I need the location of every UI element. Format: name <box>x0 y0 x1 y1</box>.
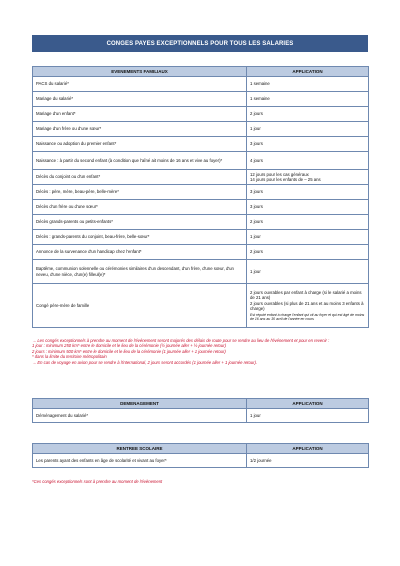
event-cell: Décès d'un frère ou d'une sœur* <box>33 200 247 215</box>
table-row <box>33 284 369 328</box>
application-cell: 12 jours pour les cas généraux 14 jours pour les enfants de – 25 ans <box>247 170 369 185</box>
table-row <box>33 215 369 230</box>
event-cell: Naissance ou adoption du premier enfant* <box>33 137 247 152</box>
application-cell: 4 jours <box>247 152 369 170</box>
application-cell: 1 jour <box>247 409 369 423</box>
event-cell: Décès : grands-parents du conjoint, beau-frère, belle-sœur* <box>33 230 247 245</box>
event-cell: Les parents ayant des enfants en âge de scolarité et vivant au foyer* <box>33 454 247 468</box>
application-cell: 1 semaine <box>247 77 369 92</box>
event-cell: Baptême, communion solennelle ou cérémonies similaires d'un descendant, d'un frère, d'une sœur, d'un neveu, d'une nièce, d'un(e) filleul(e)* <box>33 260 247 284</box>
application-cell: 2 jours <box>247 215 369 230</box>
event-cell: PACS du salarié* <box>33 77 247 92</box>
table-row <box>33 152 369 170</box>
application-cell: 1 jour <box>247 260 369 284</box>
table-row <box>33 185 369 200</box>
table-row <box>33 230 369 245</box>
application-cell: 2 jours <box>247 245 369 260</box>
application-cell: 3 jours <box>247 137 369 152</box>
event-cell: Naissance : à partir du second enfant (à condition que l'aîné ait moins de 16 ans et vive au foyer)* <box>33 152 247 170</box>
application-cell: 1 semaine <box>247 92 369 107</box>
column-header-application: APPLICATION <box>247 67 369 77</box>
column-header-event: EVENEMENTS FAMILIAUX <box>33 67 247 77</box>
table-row <box>33 245 369 260</box>
note-line: 1 jour : minimum 250 km* entre le domicile et le lieu de la cérémonie (½ journée aller + ½ journée retour) <box>32 343 226 349</box>
event-cell: Décès : père, mère, beau-père, belle-mère* <box>33 185 247 200</box>
application-cell: 1 jour <box>247 122 369 137</box>
application-cell: 1 jour <box>247 230 369 245</box>
event-cell: Déménagement du salarié* <box>33 409 247 423</box>
note-line: * dans la limite du territoire métropolitain <box>32 354 107 360</box>
footnote: *Ces congés exceptionnels sont à prendre au moment de l'évènement <box>32 479 163 484</box>
table-row <box>33 454 369 468</box>
event-cell: Mariage d'un enfant* <box>33 107 247 122</box>
travel-notes <box>32 338 372 365</box>
table-row <box>33 77 369 92</box>
application-cell <box>247 284 369 328</box>
application-cell: 1/2 journée <box>247 454 369 468</box>
column-header-application: APPLICATION <box>247 444 369 454</box>
note-line: 2 jours : minimum 500 km* entre le domicile et le lieu de la cérémonie (1 journée aller + 1 journée retour) <box>32 348 226 354</box>
table-row <box>33 137 369 152</box>
event-cell: Annonce de la survenance d'un handicap chez l'enfant* <box>33 245 247 260</box>
dependent-child-note: Est réputé enfant à charge l'enfant qui vit au foyer et qui est âgé de moins de 16 ans au 30 avril de l'année en cours <box>250 312 365 321</box>
table-row <box>33 107 369 122</box>
event-cell: Congé père-mère de famille <box>33 284 247 328</box>
event-cell: Décès du conjoint ou d'un enfant* <box>33 170 247 185</box>
table-row <box>33 170 369 185</box>
application-line: 2 jours ouvrables (si plus de 21 ans et au moins 3 enfants à charge) <box>250 301 364 312</box>
moving-table <box>32 398 369 423</box>
family-events-table <box>32 66 369 328</box>
application-cell: 2 jours <box>247 107 369 122</box>
table-row <box>33 92 369 107</box>
event-cell: Mariage du salarié* <box>33 92 247 107</box>
event-cell: Mariage d'un frère ou d'une sœur* <box>33 122 247 137</box>
column-header-application: APPLICATION <box>247 399 369 409</box>
table-header-row <box>33 444 369 454</box>
table-row <box>33 409 369 423</box>
column-header-event: DEMENAGEMENT <box>33 399 247 409</box>
note-line: → En cas de voyage en avion pour se rendre à l'international, 2 jours seront accordés (1 journée aller + 1 journée retour). <box>32 359 258 365</box>
column-header-event: RENTREE SCOLAIRE <box>33 444 247 454</box>
note-line: → Les congés exceptionnels à prendre au moment de l'événement seront majorés des délais de route pour se rendre au lieu de l'événement et pour en revenir : <box>32 338 330 343</box>
table-row <box>33 122 369 137</box>
table-header-row <box>33 67 369 77</box>
table-row <box>33 260 369 284</box>
event-cell: Décès grands-parents ou petits-enfants* <box>33 215 247 230</box>
table-header-row <box>33 399 369 409</box>
application-cell: 3 jours <box>247 200 369 215</box>
application-cell: 3 jours <box>247 185 369 200</box>
page-title: CONGES PAYES EXCEPTIONNELS POUR TOUS LES SALARIES <box>32 35 368 52</box>
table-row <box>33 200 369 215</box>
application-line: 2 jours ouvrables par enfant à charge (si le salarié a moins de 21 ans) <box>250 289 362 300</box>
school-return-table <box>32 443 369 468</box>
